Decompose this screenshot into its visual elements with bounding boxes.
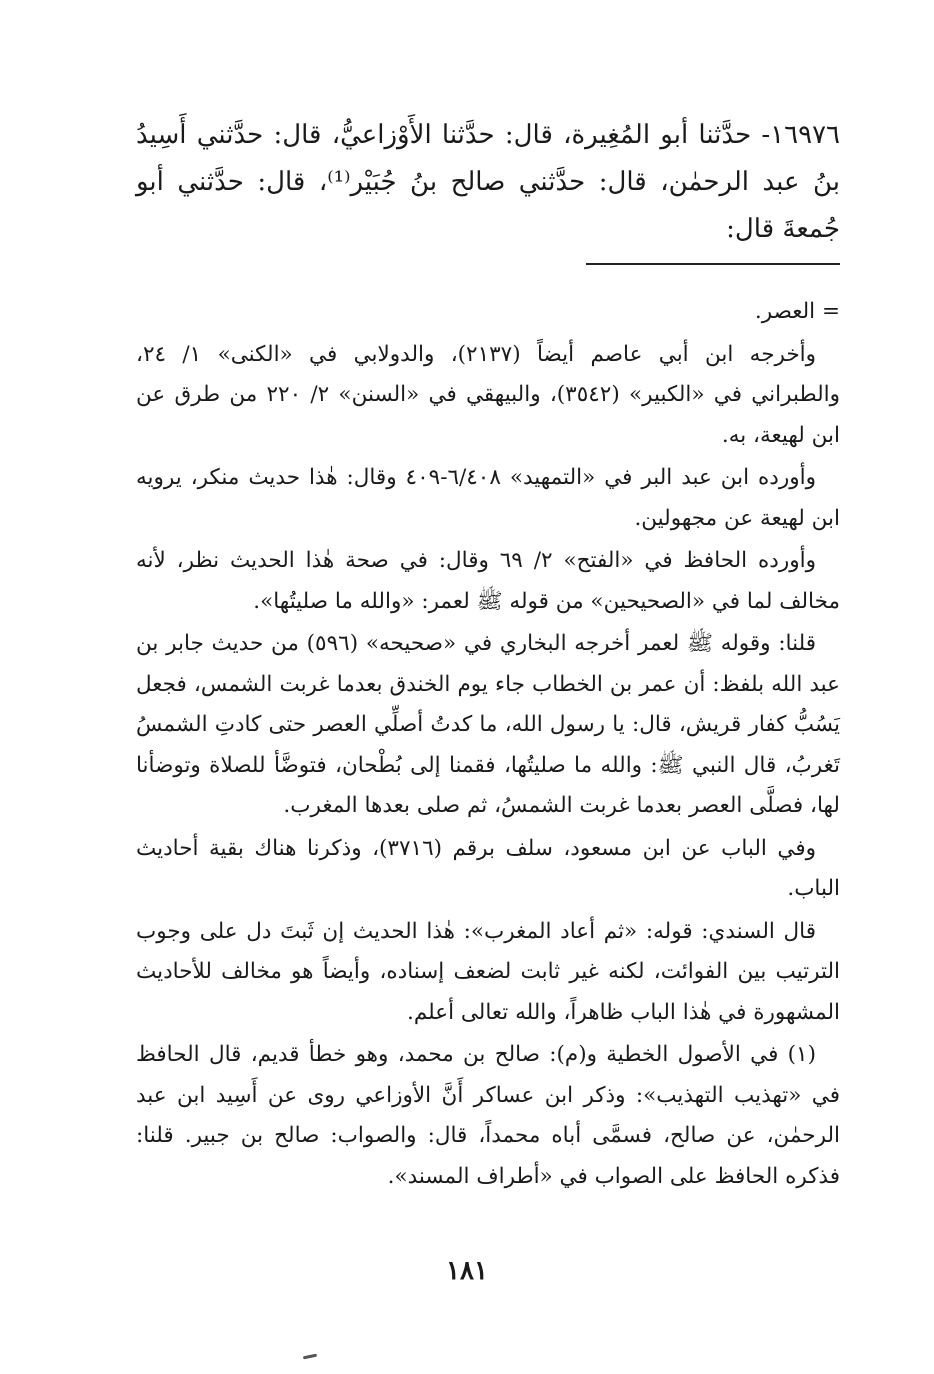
page-number: ١٨١ — [446, 1256, 488, 1286]
footnote-paragraph: وأورده ابن عبد البر في «التمهيد» ٦/٤٠٨-٤٠٩ وقال: هٰذا حديث منكر، يرويه ابن لهيعة عن مجهولين. — [136, 465, 840, 531]
footnote-paragraph: = العصر. — [754, 299, 840, 324]
footnote-paragraph: (١) في الأصول الخطية و(م): صالح بن محمد، وهو خطأ قديم، قال الحافظ في «تهذيب التهذيب»: وذكر ابن عساكر أَنَّ الأوزاعي روى عن أَسِيد ابن عبد الرحمٰن، عن صالح، فسمَّى أباه محمداً، قال: والصواب: صالح بن جبير. قلنا: فذكره الحافظ على الصواب في «أطراف المسند». — [136, 1042, 840, 1189]
footnote-paragraph: وفي الباب عن ابن مسعود، سلف برقم (٣٧١٦)، وذكرنا هناك بقية أحاديث الباب. — [136, 835, 840, 901]
footnote-paragraph: وأورده الحافظ في «الفتح» ٢/ ٦٩ وقال: في صحة هٰذا الحديث نظر، لأنه مخالف لما في «الصحيحين» من قوله ﷺ لعمر: «والله ما صليتُها». — [136, 548, 840, 614]
footnotes-section — [136, 292, 840, 1199]
footnote-divider — [586, 263, 840, 265]
footnote-paragraph: قلنا: وقوله ﷺ لعمر أخرجه البخاري في «صحيحه» (٥٩٦) من حديث جابر بن عبد الله بلفظ: أن عمر بن الخطاب جاء يوم الخندق بعدما غربت الشمس، فجعل يَسُبُّ كفار قريش، قال: يا رسول الله، ما كدتُ أصلِّي العصر حتى كادتِ الشمسُ تَغربُ، قال النبي ﷺ: والله ما صليتُها، فقمنا إلى بُطْحان، فتوضَّأ للصلاة وتوضأنا لها، فصلَّى العصر بعدما غربت الشمسُ، ثم صلى بعدها المغرب. — [136, 631, 840, 818]
hadith-text: ١٦٩٧٦- حدَّثنا أبو المُغِيرة، قال: حدَّثنا الأَوْزاعيُّ، قال: حدَّثني أَسِيدُ بنُ عبد الرحمٰن، قال: حدَّثني صالح بنُ جُبَيْر⁽¹⁾، قال: حدَّثني أبو جُمعةَ قال: — [136, 120, 841, 244]
ink-mark — [303, 1354, 317, 1360]
footnote-paragraph: قال السندي: قوله: «ثم أعاد المغرب»: هٰذا الحديث إن ثَبتَ دل على وجوب الترتيب بين الفوائت، لكنه غير ثابت لضعف إسناده، وأيضاً هو مخالف للأحاديث المشهورة في هٰذا الباب ظاهراً، والله تعالى أعلم. — [136, 918, 840, 1025]
footnote-paragraph: وأخرجه ابن أبي عاصم أيضاً (٢١٣٧)، والدولابي في «الكنى» ١/ ٢٤، والطبراني في «الكبير» (٣٥٤٢)، والبيهقي في «السنن» ٢/ ٢٢٠ من طرق عن ابن لهيعة، به. — [136, 341, 840, 448]
